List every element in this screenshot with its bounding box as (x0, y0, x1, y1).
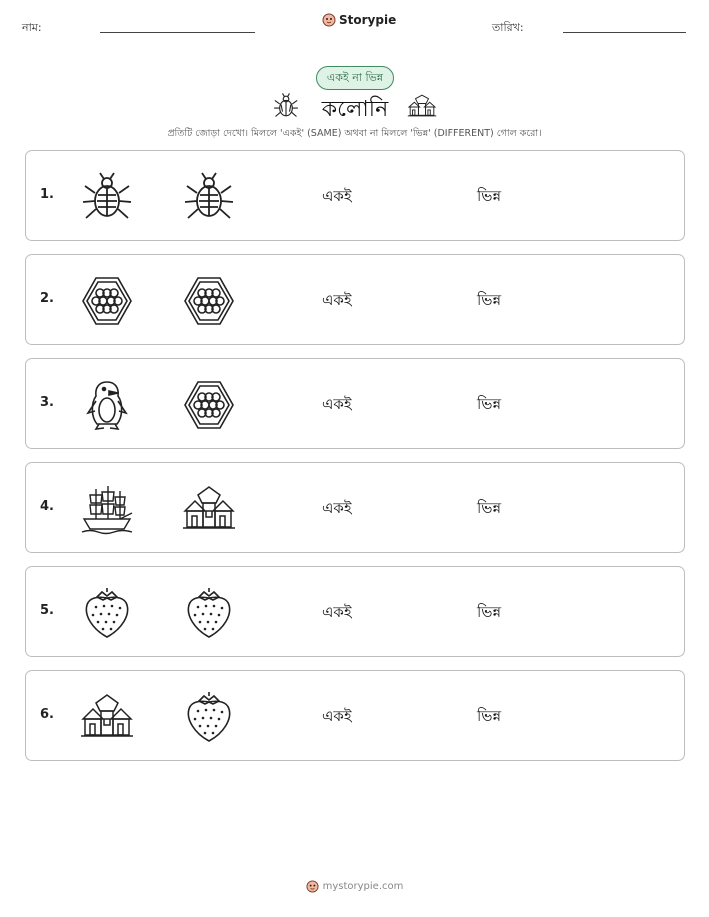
worksheet-header (0, 0, 709, 50)
question-list (25, 150, 685, 774)
question-number: 2. (40, 291, 54, 306)
question-row (25, 150, 685, 241)
different-option[interactable]: ভিন্ন (477, 707, 502, 725)
honeycomb-icon (80, 275, 134, 327)
different-option[interactable]: ভিন্ন (477, 395, 502, 413)
date-label: তারিখ: (492, 21, 524, 34)
strawberry-icon (182, 691, 236, 743)
different-option[interactable]: ভিন্ন (477, 603, 502, 621)
huts-icon (407, 94, 437, 120)
same-option[interactable]: একই (322, 395, 352, 413)
storypie-mascot-icon (306, 880, 319, 893)
huts-icon (80, 691, 134, 743)
honeycomb-icon (182, 379, 236, 431)
different-option[interactable]: ভিন্ন (477, 187, 502, 205)
ship-icon (80, 483, 134, 535)
instructions: প্রতিটি জোড়া দেখো। মিললে 'একই' (SAME) অথবা না মিললে 'ভিন্ন' (DIFFERENT) গোল করো। (167, 128, 542, 139)
question-number: 3. (40, 395, 54, 410)
same-option[interactable]: একই (322, 603, 352, 621)
bug-icon (182, 171, 236, 223)
question-number: 6. (40, 707, 54, 722)
bug-icon (80, 171, 134, 223)
question-number: 1. (40, 187, 54, 202)
bug-icon (272, 92, 300, 120)
different-option[interactable]: ভিন্ন (477, 499, 502, 517)
brand-logo (322, 13, 396, 27)
same-option[interactable]: একই (322, 707, 352, 725)
strawberry-icon (182, 587, 236, 639)
different-option[interactable]: ভিন্ন (477, 291, 502, 309)
huts-icon (182, 483, 236, 535)
worksheet-type-badge: একই না ভিন্ন (316, 66, 394, 90)
name-field-line[interactable] (100, 32, 255, 33)
same-option[interactable]: একই (322, 499, 352, 517)
storypie-mascot-icon (322, 13, 336, 27)
brand-name: Storypie (339, 13, 397, 27)
same-option[interactable]: একই (322, 291, 352, 309)
question-row (25, 254, 685, 345)
page-title: কলোনি (321, 97, 389, 122)
strawberry-icon (80, 587, 134, 639)
footer-url[interactable]: mystorypie.com (322, 881, 404, 892)
question-row (25, 670, 685, 761)
question-number: 5. (40, 603, 54, 618)
title-row (0, 90, 709, 126)
question-row (25, 462, 685, 553)
name-label: নাম: (22, 21, 42, 34)
honeycomb-icon (182, 275, 236, 327)
question-row (25, 566, 685, 657)
same-option[interactable]: একই (322, 187, 352, 205)
question-row (25, 358, 685, 449)
footer (0, 880, 709, 893)
penguin-icon (80, 379, 134, 431)
date-field-line[interactable] (563, 32, 686, 33)
question-number: 4. (40, 499, 54, 514)
